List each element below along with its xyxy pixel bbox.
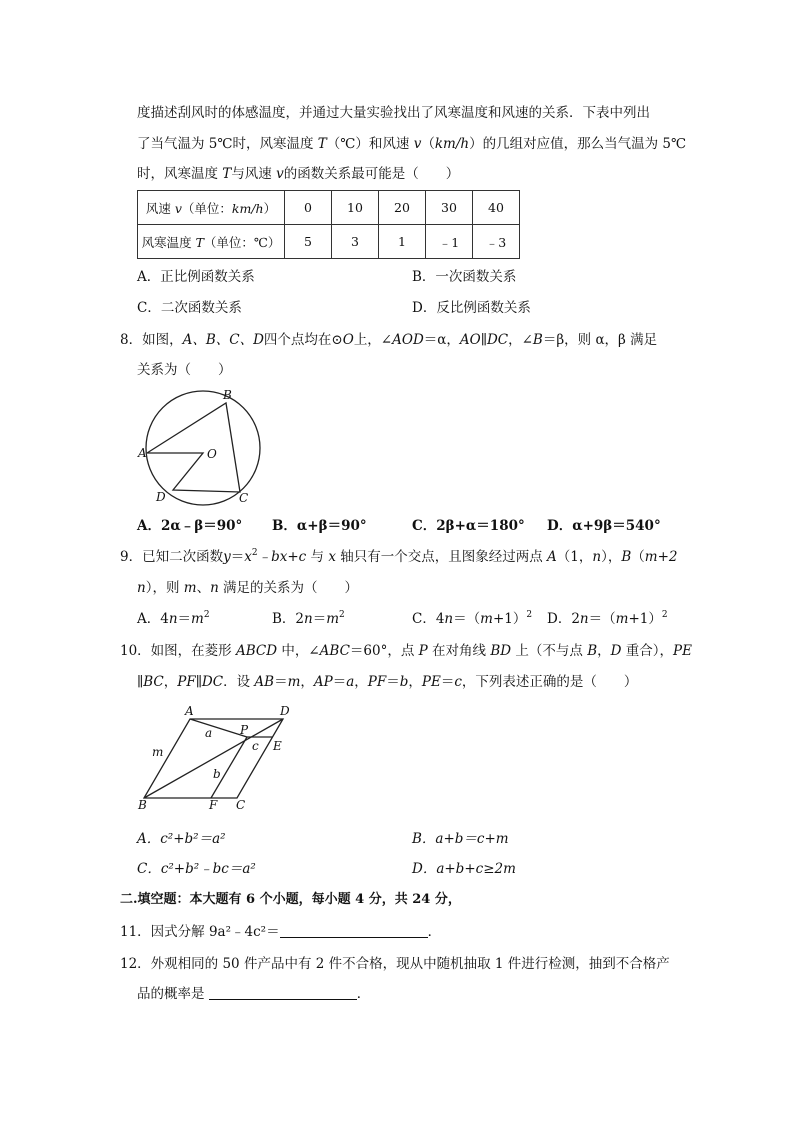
table-row-temp (138, 225, 520, 259)
circle-figure (130, 385, 270, 510)
table-header-speed: 风速 v（单位：km/h） (138, 191, 285, 225)
q8-line1: 8．如图，A、B、C、D四个点均在⊙O上，∠AOD＝α，AO∥DC，∠B＝β，则 α，β 满足 (120, 332, 658, 348)
q9-option-c[interactable]: C．$4n=(m+1)^2$ (412, 610, 533, 627)
label-a: A (185, 704, 194, 718)
label-d: D (280, 704, 290, 718)
circle-o (146, 391, 260, 505)
table-cell: 0 (285, 191, 332, 225)
label-e: E (273, 739, 282, 753)
label-d: D (156, 490, 166, 504)
q8-option-c[interactable]: C．2β+α＝180° (412, 518, 525, 534)
q10-option-c[interactable]: C．c²+b²﹣bc＝a² (137, 861, 256, 877)
q9-option-a[interactable]: A．$4n=m^2$ (137, 610, 210, 627)
table-cell: 1 (379, 225, 426, 259)
label-c-len: c (252, 739, 259, 753)
label-b: B (138, 798, 147, 812)
q11-answer-blank[interactable] (280, 923, 428, 938)
q7-option-d[interactable]: D．反比例函数关系 (412, 300, 531, 316)
label-b: B (223, 388, 232, 402)
figure-lines (147, 403, 240, 492)
table-cell: 40 (473, 191, 520, 225)
table-row-speed (138, 191, 520, 225)
q12-answer-blank[interactable] (209, 985, 357, 1000)
q10-option-a[interactable]: A．c²+b²＝a² (137, 831, 226, 847)
q7-line2: 了当气温为 5℃时，风寒温度 T（℃）和风速 v（km/h）的几组对应值，那么当气温为 5℃ (137, 136, 687, 152)
table-cell: ﹣1 (426, 225, 473, 259)
segment-ap (190, 719, 247, 737)
table-cell: ﹣3 (473, 225, 520, 259)
q7-option-c[interactable]: C．二次函数关系 (137, 300, 242, 316)
q10-line2: ∥BC，PF∥DC．设 AB＝m，AP＝a，PF＝b，PE＝c，下列表述正确的是（ ） (137, 674, 638, 690)
q10-line1: 10．如图，在菱形 ABCD 中，∠ABC＝60°，点 P 在对角线 BD 上（不与点 B，D 重合），PE (120, 643, 692, 659)
q9-line2: n），则 m、n 满足的关系为（ ） (137, 580, 359, 596)
q8-option-d[interactable]: D．α+9β＝540° (547, 518, 661, 534)
q7-line3: 时，风寒温度 T与风速 v的函数关系最可能是（ ） (137, 166, 460, 182)
table-cell: 10 (332, 191, 379, 225)
table-header-temp: 风寒温度 T（单位：℃） (138, 225, 285, 259)
q12-line2: 品的概率是 ． (137, 986, 371, 1002)
label-b-len: b (213, 767, 221, 781)
q11: 11．因式分解 9a²﹣4c²＝ ． (120, 924, 442, 940)
table-cell: 30 (426, 191, 473, 225)
label-c: C (239, 491, 249, 505)
table-cell: 20 (379, 191, 426, 225)
table-cell: 5 (285, 225, 332, 259)
q9-option-d[interactable]: D．$2n=(m+1)^2$ (547, 610, 668, 627)
wind-chill-table (137, 190, 520, 259)
label-a: A (138, 446, 147, 460)
q12-line1: 12．外观相同的 50 件产品中有 2 件不合格，现从中随机抽取 1 件进行检测，抽到不合格产 (120, 956, 670, 972)
rhombus-figure (130, 700, 315, 818)
label-a-len: a (205, 726, 213, 740)
q10-option-d[interactable]: D．a+b+c≥2m (412, 861, 516, 877)
q7-line1: 度描述刮风时的体感温度，并通过大量实验找出了风寒温度和风速的关系．下表中列出 (137, 105, 650, 121)
label-o: O (207, 447, 217, 461)
label-f: F (209, 798, 218, 812)
q8-option-a[interactable]: A．2α﹣β＝90° (137, 518, 243, 534)
label-c: C (236, 798, 246, 812)
q8-line2: 关系为（ ） (137, 362, 232, 378)
q9-line1: 9．已知二次函数$y=x^2﹣bx+c$ 与 x 轴只有一个交点，且图象经过两点 A（1，n），B（m+2 (120, 548, 678, 565)
q7-option-a[interactable]: A．正比例函数关系 (137, 269, 255, 285)
label-p: P (240, 723, 249, 737)
q9-option-b[interactable]: B．$2n=m^2$ (272, 610, 345, 627)
q10-option-b[interactable]: B．a+b＝c+m (412, 831, 509, 847)
section-heading: 二.填空题：本大题有 6 个小题，每小题 4 分，共 24 分， (120, 892, 461, 907)
diagonal-bd (144, 719, 283, 798)
label-m-len: m (152, 745, 164, 759)
table-cell: 3 (332, 225, 379, 259)
q8-option-b[interactable]: B．α+β＝90° (272, 518, 367, 534)
q7-option-b[interactable]: B．一次函数关系 (412, 269, 517, 285)
